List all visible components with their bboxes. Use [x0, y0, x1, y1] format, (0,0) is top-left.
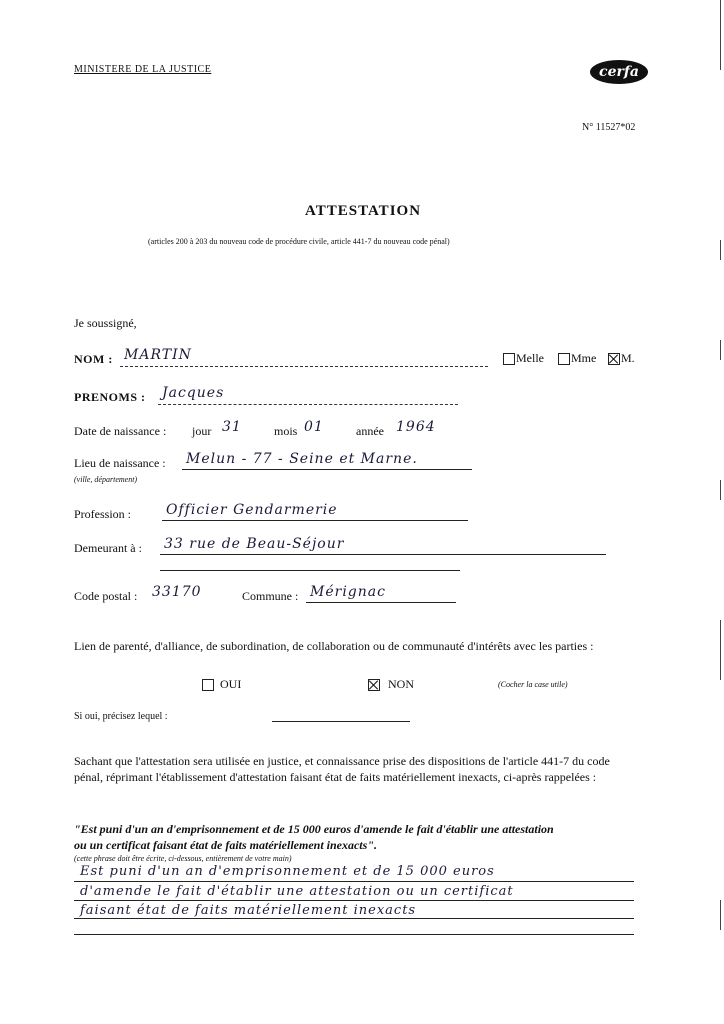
hand-line-2 [74, 900, 634, 901]
checkbox-mme[interactable] [558, 353, 570, 365]
sachant-text: Sachant que l'attestation sera utilisée en justice, et connaissance prise des dispositions de l'article 441-7 du code pénal, réprimant l'établissement d'attestation faisant état de faits matériellement inexacts, ci-après rappelées : [74, 754, 610, 784]
hand-line-1 [74, 881, 634, 882]
demeurant-line-2 [160, 570, 460, 571]
checkbox-oui[interactable] [202, 679, 214, 691]
page-title: ATTESTATION [305, 203, 422, 219]
scan-edge-mark [720, 240, 721, 260]
precisez-line [272, 721, 410, 722]
handwritten-line-3[interactable]: faisant état de faits matériellement inexacts [80, 903, 417, 918]
non-label: NON [388, 677, 414, 691]
quote-line-1: "Est puni d'un an d'emprisonnement et de 15 000 euros d'amende le fait d'établir une attestation [74, 822, 554, 836]
checkbox-m[interactable] [608, 353, 620, 365]
cocher-hint: (Cocher la case utile) [498, 680, 568, 689]
scan-edge-mark [720, 0, 721, 70]
dob-mois-label: mois [274, 424, 298, 438]
prenoms-line [158, 404, 458, 405]
demeurant-label: Demeurant à : [74, 541, 142, 555]
scan-edge-mark [720, 340, 721, 360]
lieu-line [182, 469, 472, 470]
scan-edge-mark [720, 480, 721, 500]
nom-line [120, 366, 488, 367]
checkbox-melle[interactable] [503, 353, 515, 365]
dob-mois-value[interactable]: 01 [304, 419, 324, 435]
profession-value[interactable]: Officier Gendarmerie [166, 502, 338, 518]
handwritten-line-1[interactable]: Est puni d'un an d'emprisonnement et de 15 000 euros [80, 864, 495, 879]
ministry-header: MINISTERE DE LA JUSTICE [74, 64, 212, 75]
quote-hint: (cette phrase doit être écrite, ci-dessous, entièrement de votre main) [74, 854, 292, 863]
nom-label: NOM : [74, 352, 113, 366]
precisez-label: Si oui, précisez lequel : [74, 711, 168, 722]
lien-question: Lien de parenté, d'alliance, de subordination, de collaboration ou de communauté d'intérêts avec les parties : [74, 639, 594, 653]
quote-line-2: ou un certificat faisant état de faits matériellement inexacts". [74, 838, 377, 852]
hand-line-4 [74, 934, 634, 935]
dob-annee-value[interactable]: 1964 [396, 419, 436, 435]
dob-jour-value[interactable]: 31 [222, 419, 242, 435]
handwritten-line-2[interactable]: d'amende le fait d'établir une attestation ou un certificat [80, 884, 514, 899]
checkbox-non[interactable] [368, 679, 380, 691]
commune-line [306, 602, 456, 603]
intro-text: Je soussigné, [74, 316, 137, 330]
lieu-value[interactable]: Melun - 77 - Seine et Marne. [186, 451, 418, 467]
demeurant-line-1 [160, 554, 606, 555]
subtitle: (articles 200 à 203 du nouveau code de procédure civile, article 441-7 du nouveau code pénal) [148, 237, 450, 246]
profession-line [162, 520, 468, 521]
cerfa-logo: cerfa [590, 60, 648, 84]
lieu-hint: (ville, département) [74, 475, 138, 484]
dob-label: Date de naissance : [74, 424, 167, 438]
profession-label: Profession : [74, 507, 131, 521]
hand-line-3 [74, 918, 634, 919]
dob-jour-label: jour [192, 424, 212, 438]
lieu-label: Lieu de naissance : [74, 456, 166, 470]
prenoms-label: PRENOMS : [74, 390, 146, 404]
dob-annee-label: année [356, 424, 384, 438]
demeurant-value[interactable]: 33 rue de Beau-Séjour [164, 536, 345, 552]
civ-m-label: M. [621, 351, 635, 365]
scan-edge-mark [720, 900, 721, 930]
form-number: N° 11527*02 [582, 122, 636, 133]
commune-value[interactable]: Mérignac [310, 584, 386, 600]
civ-melle-label: Melle [516, 351, 544, 365]
oui-label: OUI [220, 677, 242, 691]
nom-value[interactable]: MARTIN [124, 347, 192, 363]
civ-mme-label: Mme [571, 351, 597, 365]
cp-label: Code postal : [74, 589, 138, 603]
commune-label: Commune : [242, 589, 299, 603]
scan-edge-mark [720, 620, 721, 680]
cp-value[interactable]: 33170 [152, 584, 202, 600]
prenoms-value[interactable]: Jacques [162, 385, 225, 401]
